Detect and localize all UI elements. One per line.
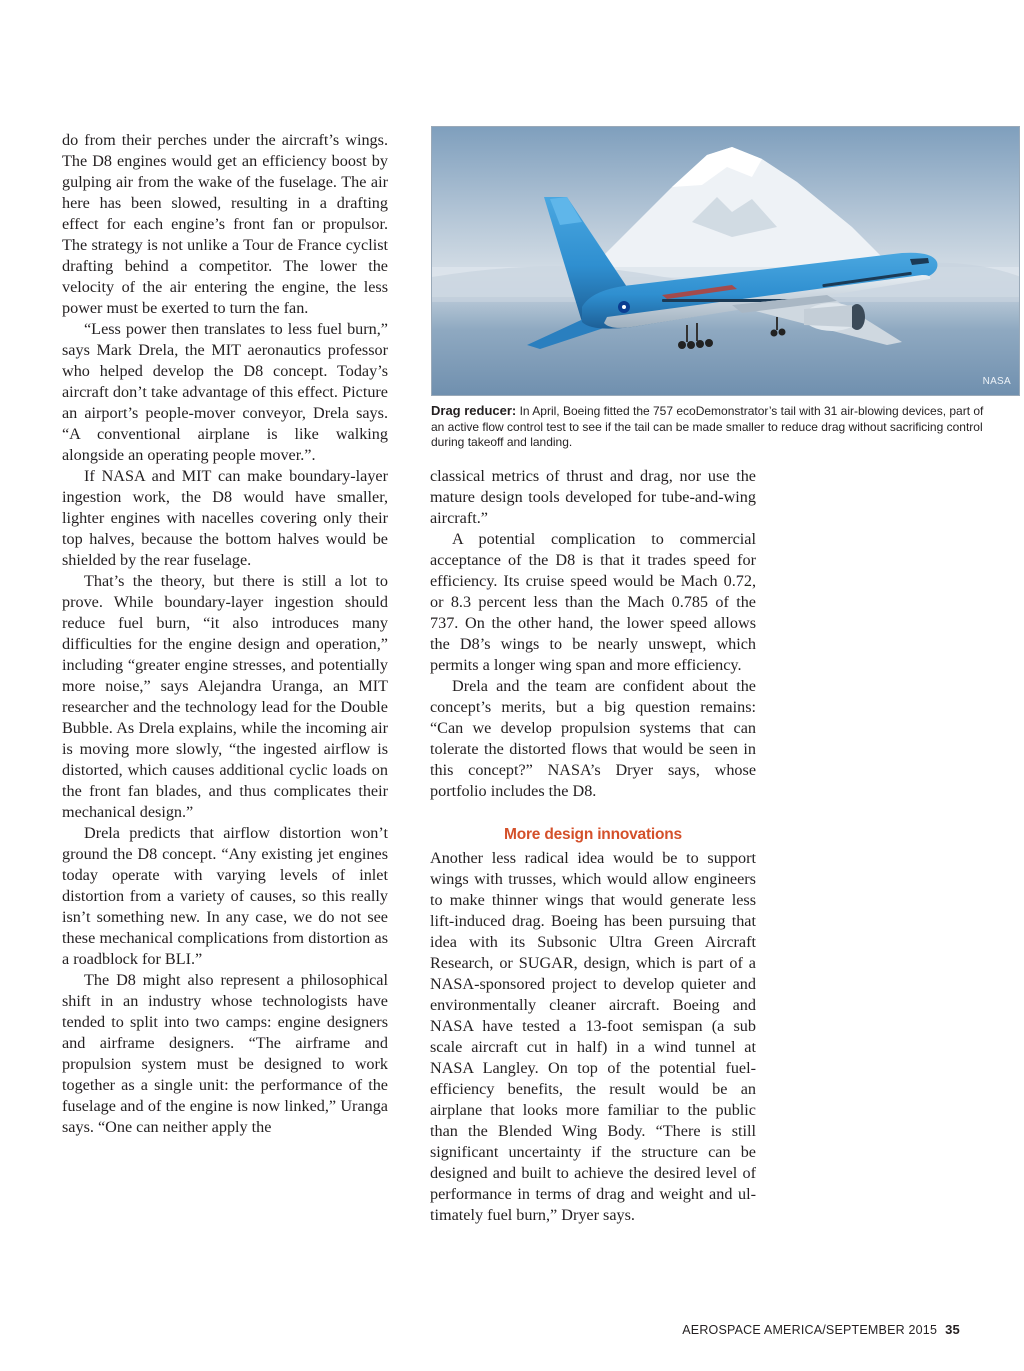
- publication-line: AEROSPACE AMERICA/SEPTEMBER 2015: [682, 1323, 938, 1337]
- paragraph: A potential complication to commercial acceptance of the D8 is that it trades speed for efficiency. Its cruise speed would be Mach 0.72, or 8.3 percent less than the Mach 0.785 of the 737. On the other hand, the lower speed allows the D8’s wings to be nearly unswept, which permits a longer wing span and more efficiency.: [430, 530, 756, 674]
- right-column: [430, 466, 756, 1226]
- paragraph: Another less radical idea would be to support wings with trusses, which would allow engineers to make thinner wings that would generate less lift-induced drag. Boeing has been pursuing that idea with its Subsonic Ultra Green Aircraft Research, or SUGAR, design, which is part of a NASA-sponsored project to develop quieter and environmentally cleaner aircraft. Boeing and NASA have tested a 13-foot semispan (a sub scale aircraft cut in half) in a wind tunnel at NASA Langley. On top of the potential fuel-efficiency benefits, the result would be an airplane that looks more familiar to the public than the Blended Wing Body. “There is still significant uncertainty if the structure can be designed and built to achieve the desired level of performance in terms of drag and weight and ultimately fuel burn,” Dryer says.: [430, 849, 756, 1224]
- aircraft-photo: [431, 126, 1020, 396]
- airplane-over-mountain-image: [432, 127, 1020, 396]
- paragraph: Drela and the team are confident about the concept’s merits, but a big question remains: “Can we develop propulsion systems that can tolerate the distorted flows that would be seen in this concept?” NASA’s Dryer says, whose portfolio includes the D8.: [430, 677, 756, 800]
- page-number: 35: [945, 1322, 960, 1337]
- section-subhead: More design innovations: [504, 826, 682, 843]
- paragraph: That’s the theory, but there is still a lot to prove. While boundary-layer ingestion should reduce fuel burn, “it also introduces many difficulties for the engine design and operation,” including “greater engine stresses, and potentially more noise,” says Alejandra Uranga, an MIT researcher and the technology lead for the Double Bubble. As Drela explains, while the incoming air is moving more slowly, “the ingested airflow is distorted, which causes additional cyclic loads on the front fan blades, and thus complicates their mechanical design.”: [62, 572, 388, 821]
- page-footer: [682, 1322, 960, 1337]
- paragraph: do from their perches under the aircraft’s wings. The D8 engines would get an efficiency boost by gulping air from the wake of the fuselage. The air here has been slowed, resulting in a drafting effect for each engine’s front fan or propulsor. The strategy is not unlike a Tour de France cyclist drafting behind a competitor. The lower the velocity of the air entering the engine, the less power must be exerted to turn the fan.: [62, 131, 388, 317]
- caption-lead: Drag reducer:: [431, 403, 517, 418]
- paragraph: “Less power then translates to less fuel burn,” says Mark Drela, the MIT aeronautics professor who helped develop the D8 concept. Today’s aircraft don’t take advantage of this effect. Picture an airport’s people-mover conveyor, Drela says. “A conventional airplane is like walking alongside an operating people mover.”.: [62, 320, 388, 464]
- caption-text: In April, Boeing fitted the 757 ecoDemonstrator’s tail with 31 air-blowing devices, part of an active flow control test to see if the tail can be made smaller to reduce drag without sacrificing control during takeoff and landing.: [431, 404, 984, 449]
- left-column: [62, 130, 388, 1138]
- paragraph: The D8 might also represent a philosophical shift in an industry whose technologists have tended to split into two camps: engine designers and airframe designers. “The airframe and propulsion system must be designed to work together as a single unit: the performance of the fuselage and of the engine is now linked,” Uranga says. “One can neither apply the: [62, 971, 388, 1136]
- paragraph: Drela predicts that airflow distortion won’t ground the D8 concept. “Any existing jet engines today operate with varying levels of inlet distortion from a variety of causes, so this really isn’t something new. In any case, we do not see these mechanical complications from distortion as a roadblock for BLI.”: [62, 824, 388, 968]
- photo-credit: NASA: [982, 376, 1011, 387]
- paragraph: classical metrics of thrust and drag, nor use the mature design tools developed for tube-and-wing aircraft.”: [430, 467, 756, 527]
- photo-caption: [431, 403, 991, 451]
- paragraph: If NASA and MIT can make boundary-layer ingestion work, the D8 would have smaller, lighter engines with nacelles covering only their top halves, because the bottom halves would be shielded by the rear fuselage.: [62, 467, 388, 569]
